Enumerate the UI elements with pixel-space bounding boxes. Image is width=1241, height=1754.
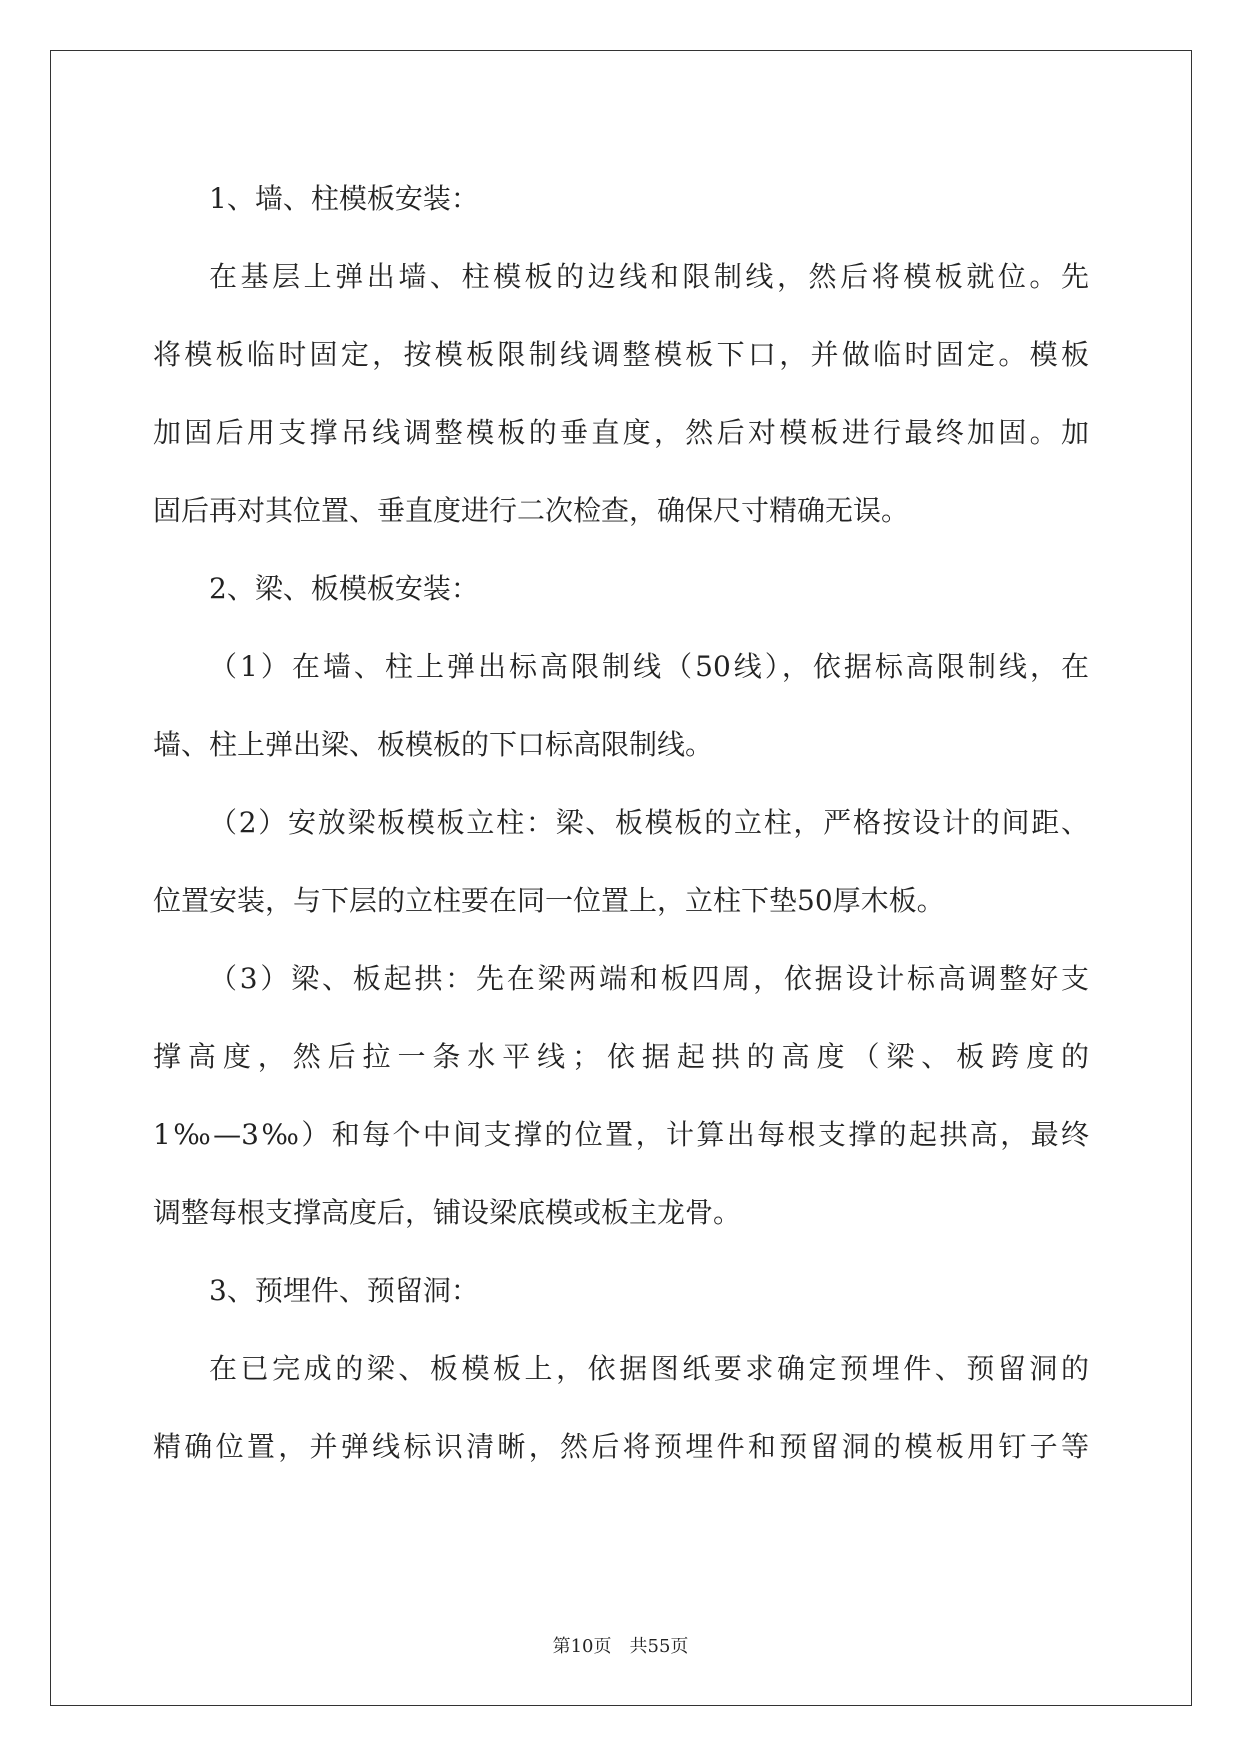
paragraph-line: （1）在墙、柱上弹出标高限制线（50线），依据标高限制线，在: [209, 650, 1089, 683]
paragraph-line: （2）安放梁板模板立柱：梁、板模板的立柱，严格按设计的间距、: [209, 806, 1089, 839]
document-body: [153, 160, 1089, 1486]
paragraph-line: （3）梁、板起拱：先在梁两端和板四周，依据设计标高调整好支: [209, 962, 1089, 995]
paragraph-line: 墙、柱上弹出梁、板模板的下口标高限制线。: [153, 728, 714, 761]
paragraph-line: 调整每根支撑高度后，铺设梁底模或板主龙骨。: [153, 1196, 742, 1229]
page-number-footer: 第10页 共55页: [552, 1636, 689, 1657]
paragraph-line: 撑高度，然后拉一条水平线；依据起拱的高度（梁、板跨度的: [153, 1040, 1089, 1073]
section-heading-1: 1、墙、柱模板安装：: [209, 182, 479, 215]
paragraph-line: 精确位置，并弹线标识清晰，然后将预埋件和预留洞的模板用钉子等: [153, 1430, 1089, 1463]
paragraph-line: 固后再对其位置、垂直度进行二次检查，确保尺寸精确无误。: [153, 494, 910, 527]
paragraph-line: 1‰—3‰）和每个中间支撑的位置，计算出每根支撑的起拱高，最终: [153, 1118, 1089, 1151]
paragraph-line: 在已完成的梁、板模板上，依据图纸要求确定预埋件、预留洞的: [209, 1352, 1089, 1385]
paragraph-line: 加固后用支撑吊线调整模板的垂直度，然后对模板进行最终加固。加: [153, 416, 1089, 449]
paragraph-line: 在基层上弹出墙、柱模板的边线和限制线，然后将模板就位。先: [209, 260, 1089, 293]
paragraph-line: 将模板临时固定，按模板限制线调整模板下口，并做临时固定。模板: [153, 338, 1089, 371]
paragraph-line: 位置安装，与下层的立柱要在同一位置上，立柱下垫50厚木板。: [153, 884, 945, 917]
section-heading-3: 3、预埋件、预留洞：: [209, 1274, 479, 1307]
section-heading-2: 2、梁、板模板安装：: [209, 572, 479, 605]
